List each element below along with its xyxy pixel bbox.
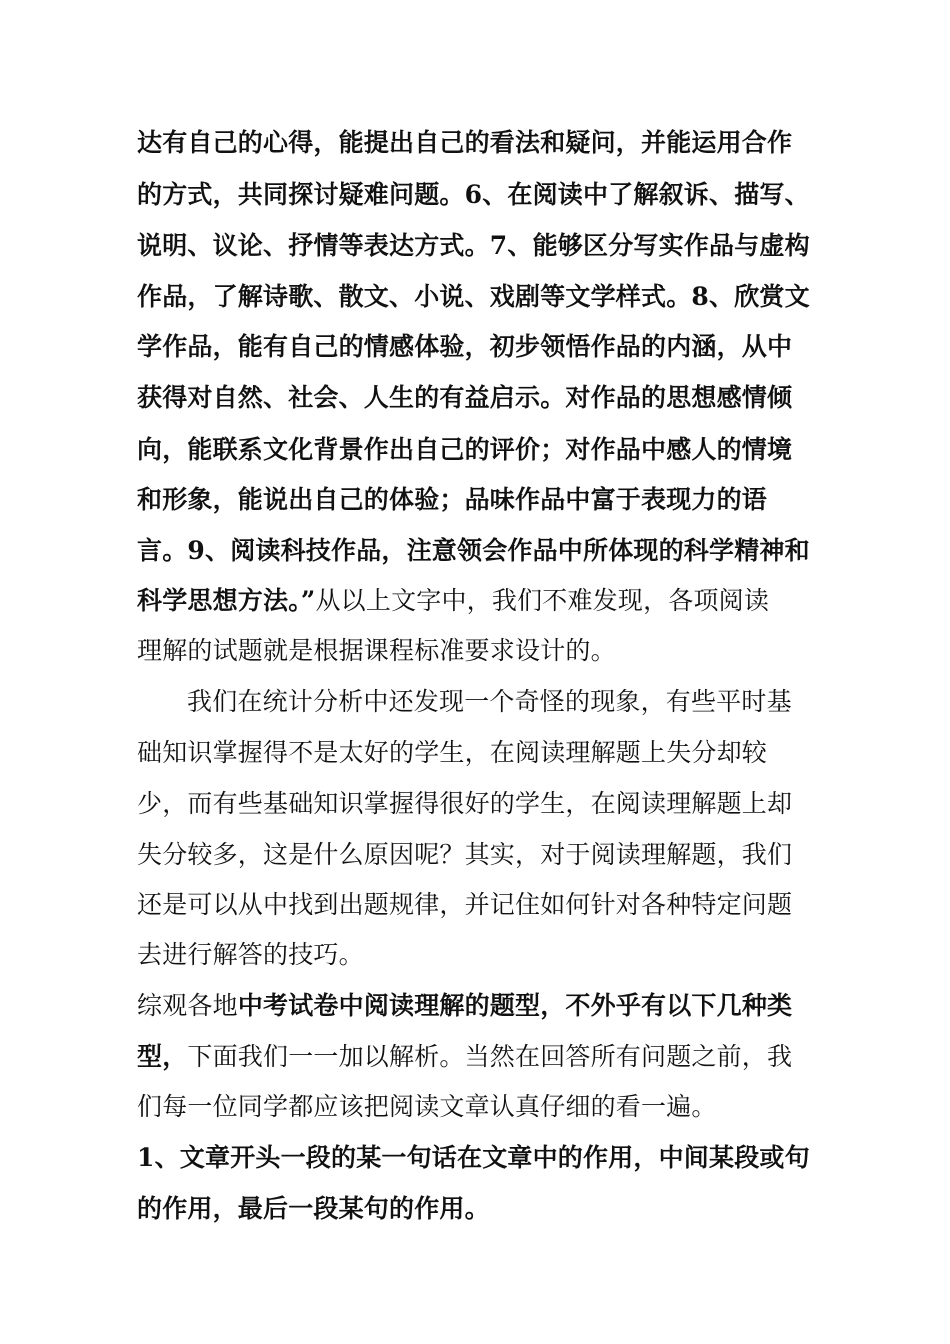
text-line [137,433,827,467]
text-line [137,634,827,668]
text-line [137,280,827,314]
text-line [137,989,827,1023]
bold-text: 说明、议论、抒情等表达方式。7、能够区分写实作品与虚构 [137,231,810,260]
normal-text: 础知识掌握得不是太好的学生，在阅读理解题上失分却较 [137,738,768,767]
bold-text: 获得对自然、社会、人生的有益启示。对作品的思想感情倾 [137,383,793,412]
section-heading-line [137,1192,827,1226]
normal-text: 我们在统计分析中还发现一个奇怪的现象，有些平时基 [187,687,792,716]
bold-text: 1、文章开头一段的某一句话在文章中的作用，中间某段或句 [137,1143,810,1172]
text-line [137,381,827,415]
text-line [137,330,827,364]
text-line [137,838,827,872]
section-heading-line [137,1141,827,1175]
bold-text: 作品，了解诗歌、散文、小说、戏剧等文学样式。8、欣赏文 [137,282,810,311]
normal-text: 失分较多，这是什么原因呢？其实，对于阅读理解题，我们 [137,840,793,869]
text-line [137,787,827,821]
normal-text: 们每一位同学都应该把阅读文章认真仔细的看一遍。 [137,1092,717,1121]
bold-text: 的方式，共同探讨疑难问题。6、在阅读中了解叙诉、描写、 [137,180,810,209]
text-line [137,938,827,972]
bold-text: 和形象，能说出自己的体验；品味作品中富于表现力的语 [137,485,768,514]
normal-text: 还是可以从中找到出题规律，并记住如何针对各种特定问题 [137,890,793,919]
normal-text: 少，而有些基础知识掌握得很好的学生，在阅读理解题上却 [137,789,793,818]
normal-text: 去进行解答的技巧。 [137,940,364,969]
normal-text: 从以上文字中，我们不难发现，各项阅读 [315,586,770,615]
bold-text: 科学思想方法。” [137,586,316,615]
text-line [137,736,827,770]
normal-text: 下面我们一一加以解析。当然在回答所有问题之前，我 [187,1042,793,1071]
bold-text: 达有自己的心得，能提出自己的看法和疑问，并能运用合作 [137,128,793,157]
text-line [137,126,827,160]
bold-text: 向，能联系文化背景作出自己的评价；对作品中感人的情境 [137,435,793,464]
text-line [137,584,827,618]
text-line [137,178,827,212]
bold-text: 型， [137,1042,188,1071]
bold-text: 中考试卷中阅读理解的题型，不外乎有以下几种类 [237,991,793,1020]
text-line [137,1090,827,1124]
text-line [137,1040,827,1074]
text-line [137,534,827,568]
bold-text: 的作用，最后一段某句的作用。 [137,1194,490,1223]
bold-text: 言。9、阅读科技作品，注意领会作品中所体现的科学精神和 [137,536,810,565]
bold-text: 学作品，能有自己的情感体验，初步领悟作品的内涵，从中 [137,332,793,361]
normal-text: 理解的试题就是根据课程标准要求设计的。 [137,636,616,665]
normal-text: 综观各地 [137,991,238,1020]
text-line [137,229,827,263]
text-line [137,888,827,922]
paragraph-first-line [187,685,877,719]
text-line [137,483,827,517]
